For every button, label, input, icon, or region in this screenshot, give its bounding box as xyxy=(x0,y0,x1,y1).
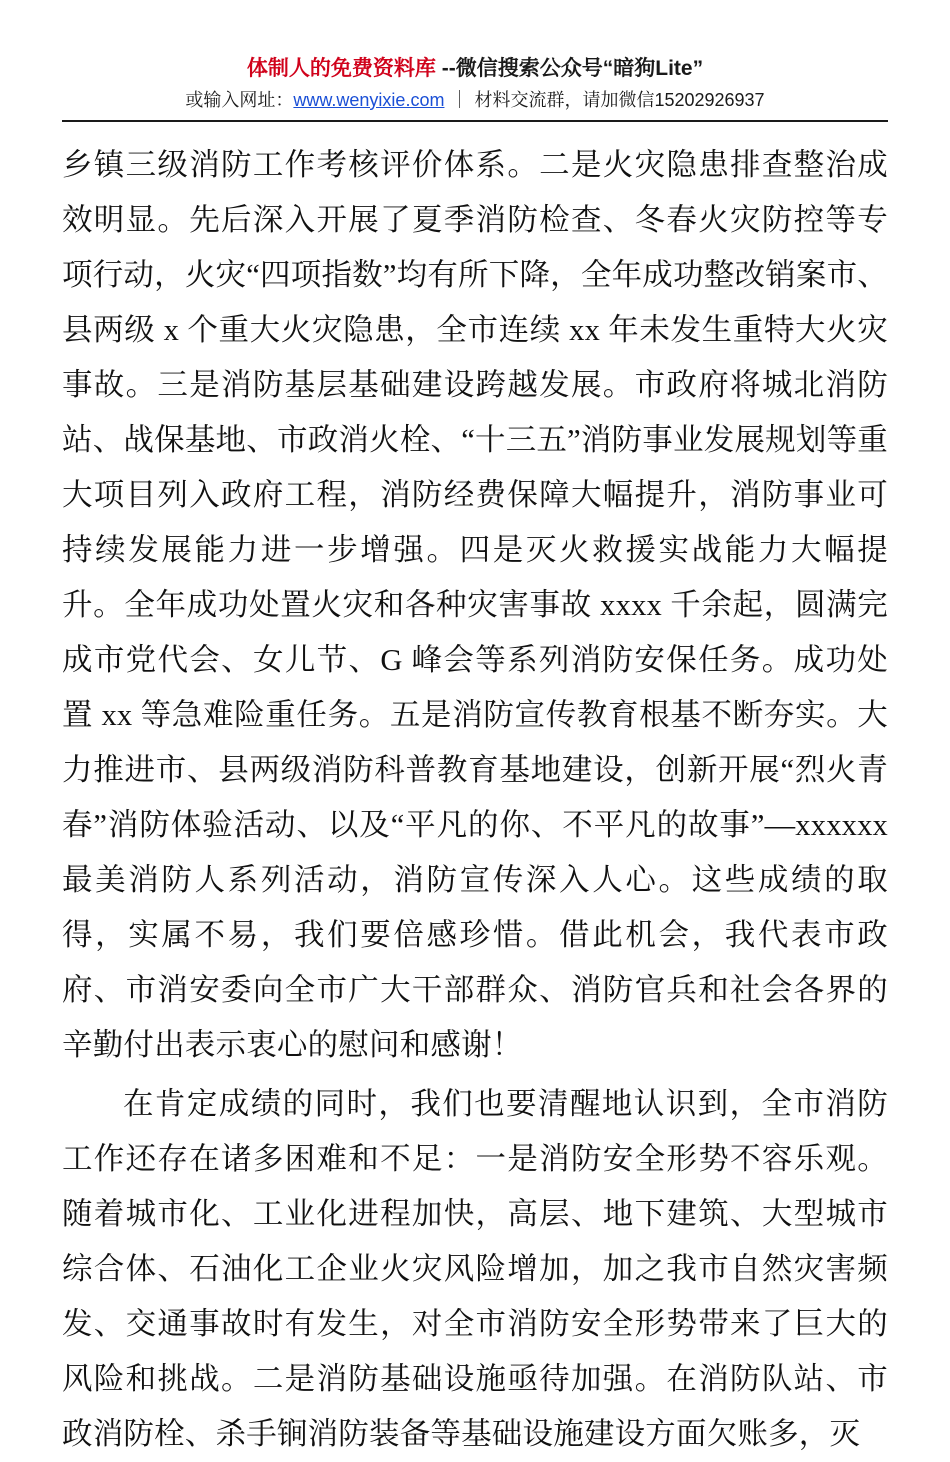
banner-wechat-info: 材料交流群，请加微信15202926937 xyxy=(474,90,765,110)
banner-title-line xyxy=(62,54,888,84)
document-body xyxy=(62,122,888,1462)
banner-separator: ｜ xyxy=(450,90,469,110)
banner-title-red: 体制人的免费资料库 xyxy=(246,57,436,80)
promo-banner xyxy=(62,40,888,122)
body-paragraph-2: 在肯定成绩的同时，我们也要清醒地认识到，全市消防工作还存在诸多困难和不足：一是消防安全形势不容乐观。随着城市化、工业化进程加快，高层、地下建筑、大型城市综合体、石油化工企业火灾风险增加，加之我市自然灾害频发、交通事故时有发生，对全市消防安全形势带来了巨大的风险和挑战。二是消防基础设施亟待加强。在消防队站、市政消防栓、杀手锏消防装备等基础设施建设方面欠账多，灭 xyxy=(62,1087,888,1451)
banner-subtitle-line xyxy=(62,84,888,114)
body-paragraph-1: 乡镇三级消防工作考核评价体系。二是火灾隐患排查整治成效明显。先后深入开展了夏季消防检查、冬春火灾防控等专项行动，火灾“四项指数”均有所下降，全年成功整改销案市、县两级 x 个重大火灾隐患，全市连续 xx 年未发生重特大火灾事故。三是消防基层基础建设跨越发展。市政府将城北消防站、战保基地、市政消火栓、“十三五”消防事业发展规划等重大项目列入政府工程，消防经费保障大幅提升，消防事业可持续发展能力进一步增强。四是灭火救援实战能力大幅提升。全年成功处置火灾和各种灾害事故 xxxx 千余起，圆满完成市党代会、女儿节、G 峰会等系列消防安保任务。成功处置 xx 等急难险重任务。五是消防宣传教育根基不断夯实。大力推进市、县两级消防科普教育基地建设，创新开展“烈火青春”消防体验活动、以及“平凡的你、不平凡的故事”—xxxxxx 最美消防人系列活动，消防宣传深入人心。这些成绩的取得，实属不易，我们要倍感珍惜。借此机会，我代表市政府、市消安委向全市广大干部群众、消防官兵和社会各界的辛勤付出表示衷心的慰问和感谢！ xyxy=(62,148,888,1062)
banner-url-prefix: 或输入网址： xyxy=(185,90,294,110)
banner-url-link[interactable]: www.wenyixie.com xyxy=(293,90,445,110)
banner-title-black: --微信搜索公众号“暗狗Lite” xyxy=(435,57,704,80)
